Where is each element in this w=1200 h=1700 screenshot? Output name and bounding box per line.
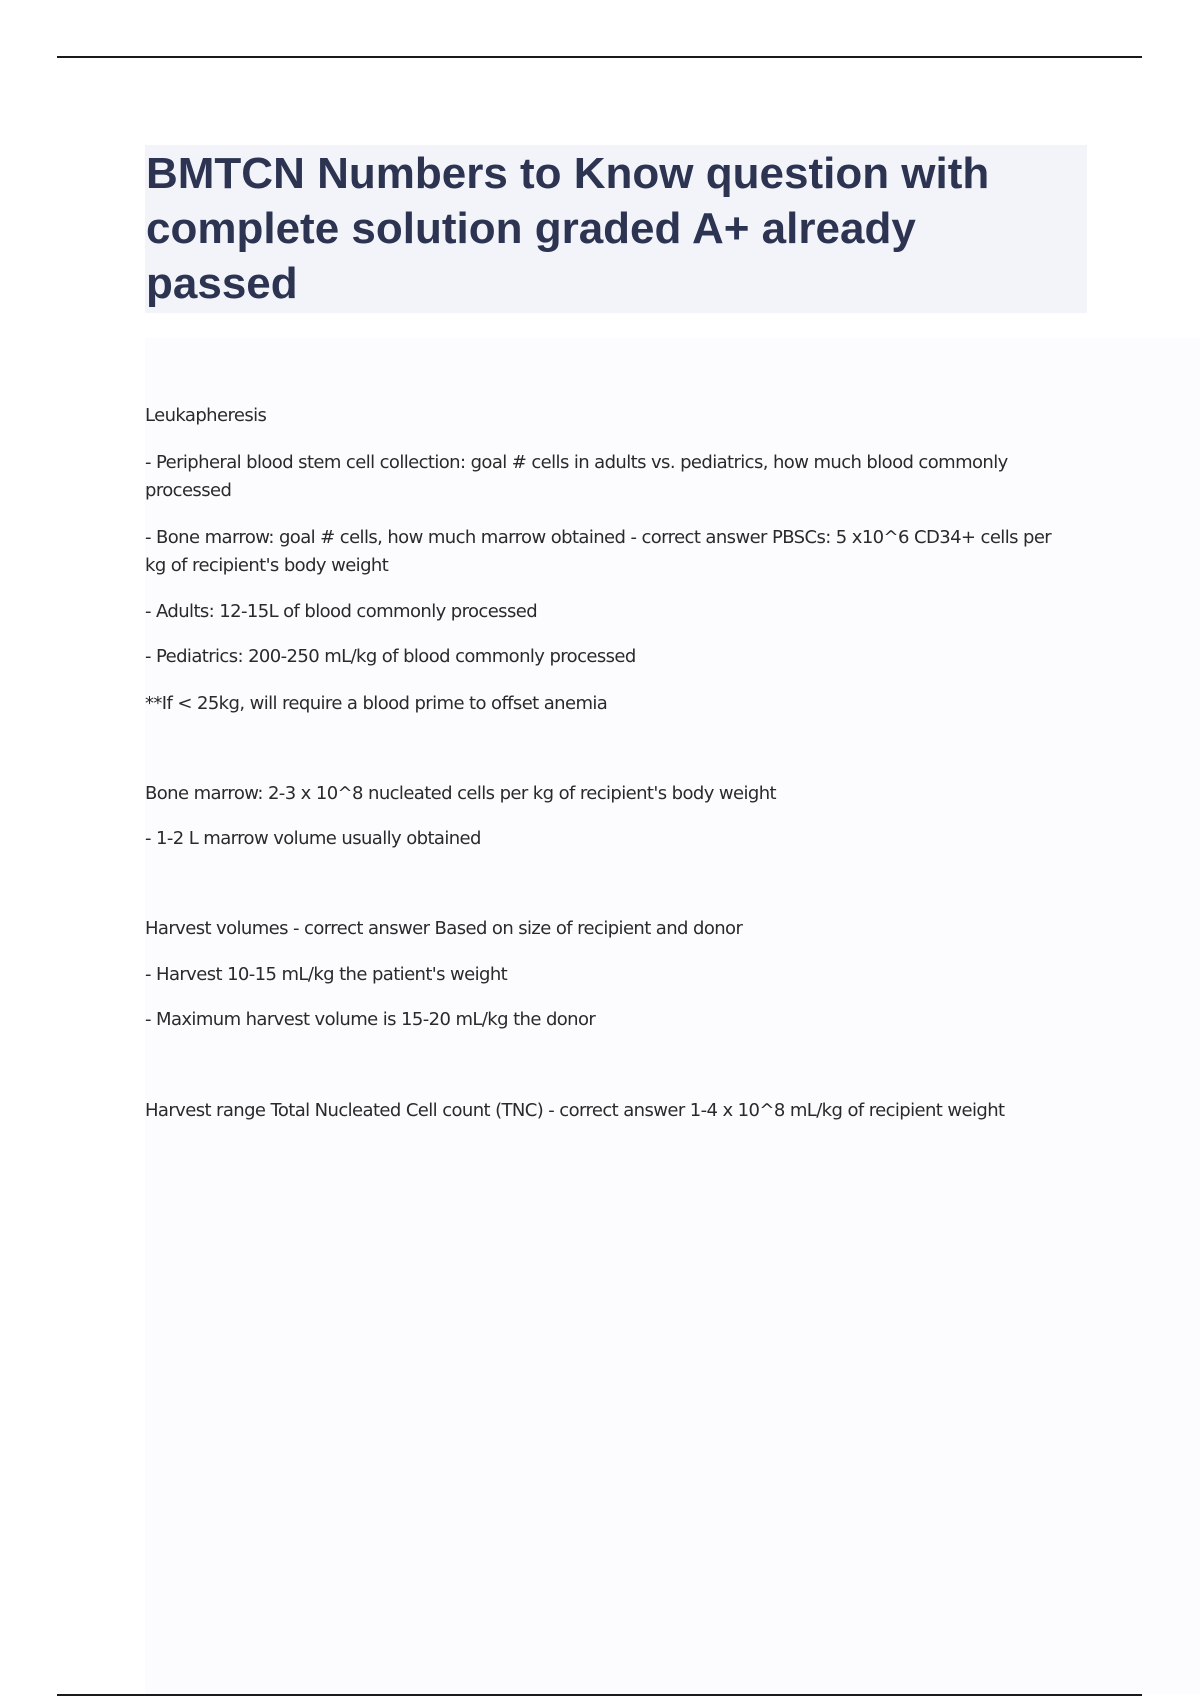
paragraph-pediatrics: - Pediatrics: 200-250 mL/kg of blood commonly processed	[145, 646, 636, 667]
paragraph-bone-marrow-cells: Bone marrow: 2-3 x 10^8 nucleated cells per kg of recipient's body weight	[145, 783, 776, 804]
top-divider-line	[57, 56, 1142, 58]
paragraph-maximum-harvest: - Maximum harvest volume is 15-20 mL/kg the donor	[145, 1009, 596, 1030]
bottom-divider-line	[57, 1694, 1142, 1696]
paragraph-harvest-patient-weight: - Harvest 10-15 mL/kg the patient's weight	[145, 964, 508, 985]
paragraph-leukapheresis: Leukapheresis	[145, 405, 267, 426]
document-title: BMTCN Numbers to Know question with complete solution graded A+ already passed	[146, 149, 990, 308]
paragraph-marrow-volume: - 1-2 L marrow volume usually obtained	[145, 828, 481, 849]
paragraph-harvest-range-tnc: Harvest range Total Nucleated Cell count (TNC) - correct answer 1-4 x 10^8 mL/kg of recipient weight	[145, 1100, 1005, 1121]
paragraph-bone-marrow-goal: - Bone marrow: goal # cells, how much marrow obtained - correct answer PBSCs: 5 x10^6 CD34+ cells per kg of recipient's body weight	[145, 527, 1052, 576]
paragraph-harvest-volumes: Harvest volumes - correct answer Based on size of recipient and donor	[145, 918, 743, 939]
paragraph-blood-prime-note: **If < 25kg, will require a blood prime to offset anemia	[145, 693, 608, 714]
paragraph-adults: - Adults: 12-15L of blood commonly processed	[145, 601, 538, 622]
paragraph-pbsc-collection: - Peripheral blood stem cell collection: goal # cells in adults vs. pediatrics, how much blood commonly processed	[145, 452, 1008, 501]
